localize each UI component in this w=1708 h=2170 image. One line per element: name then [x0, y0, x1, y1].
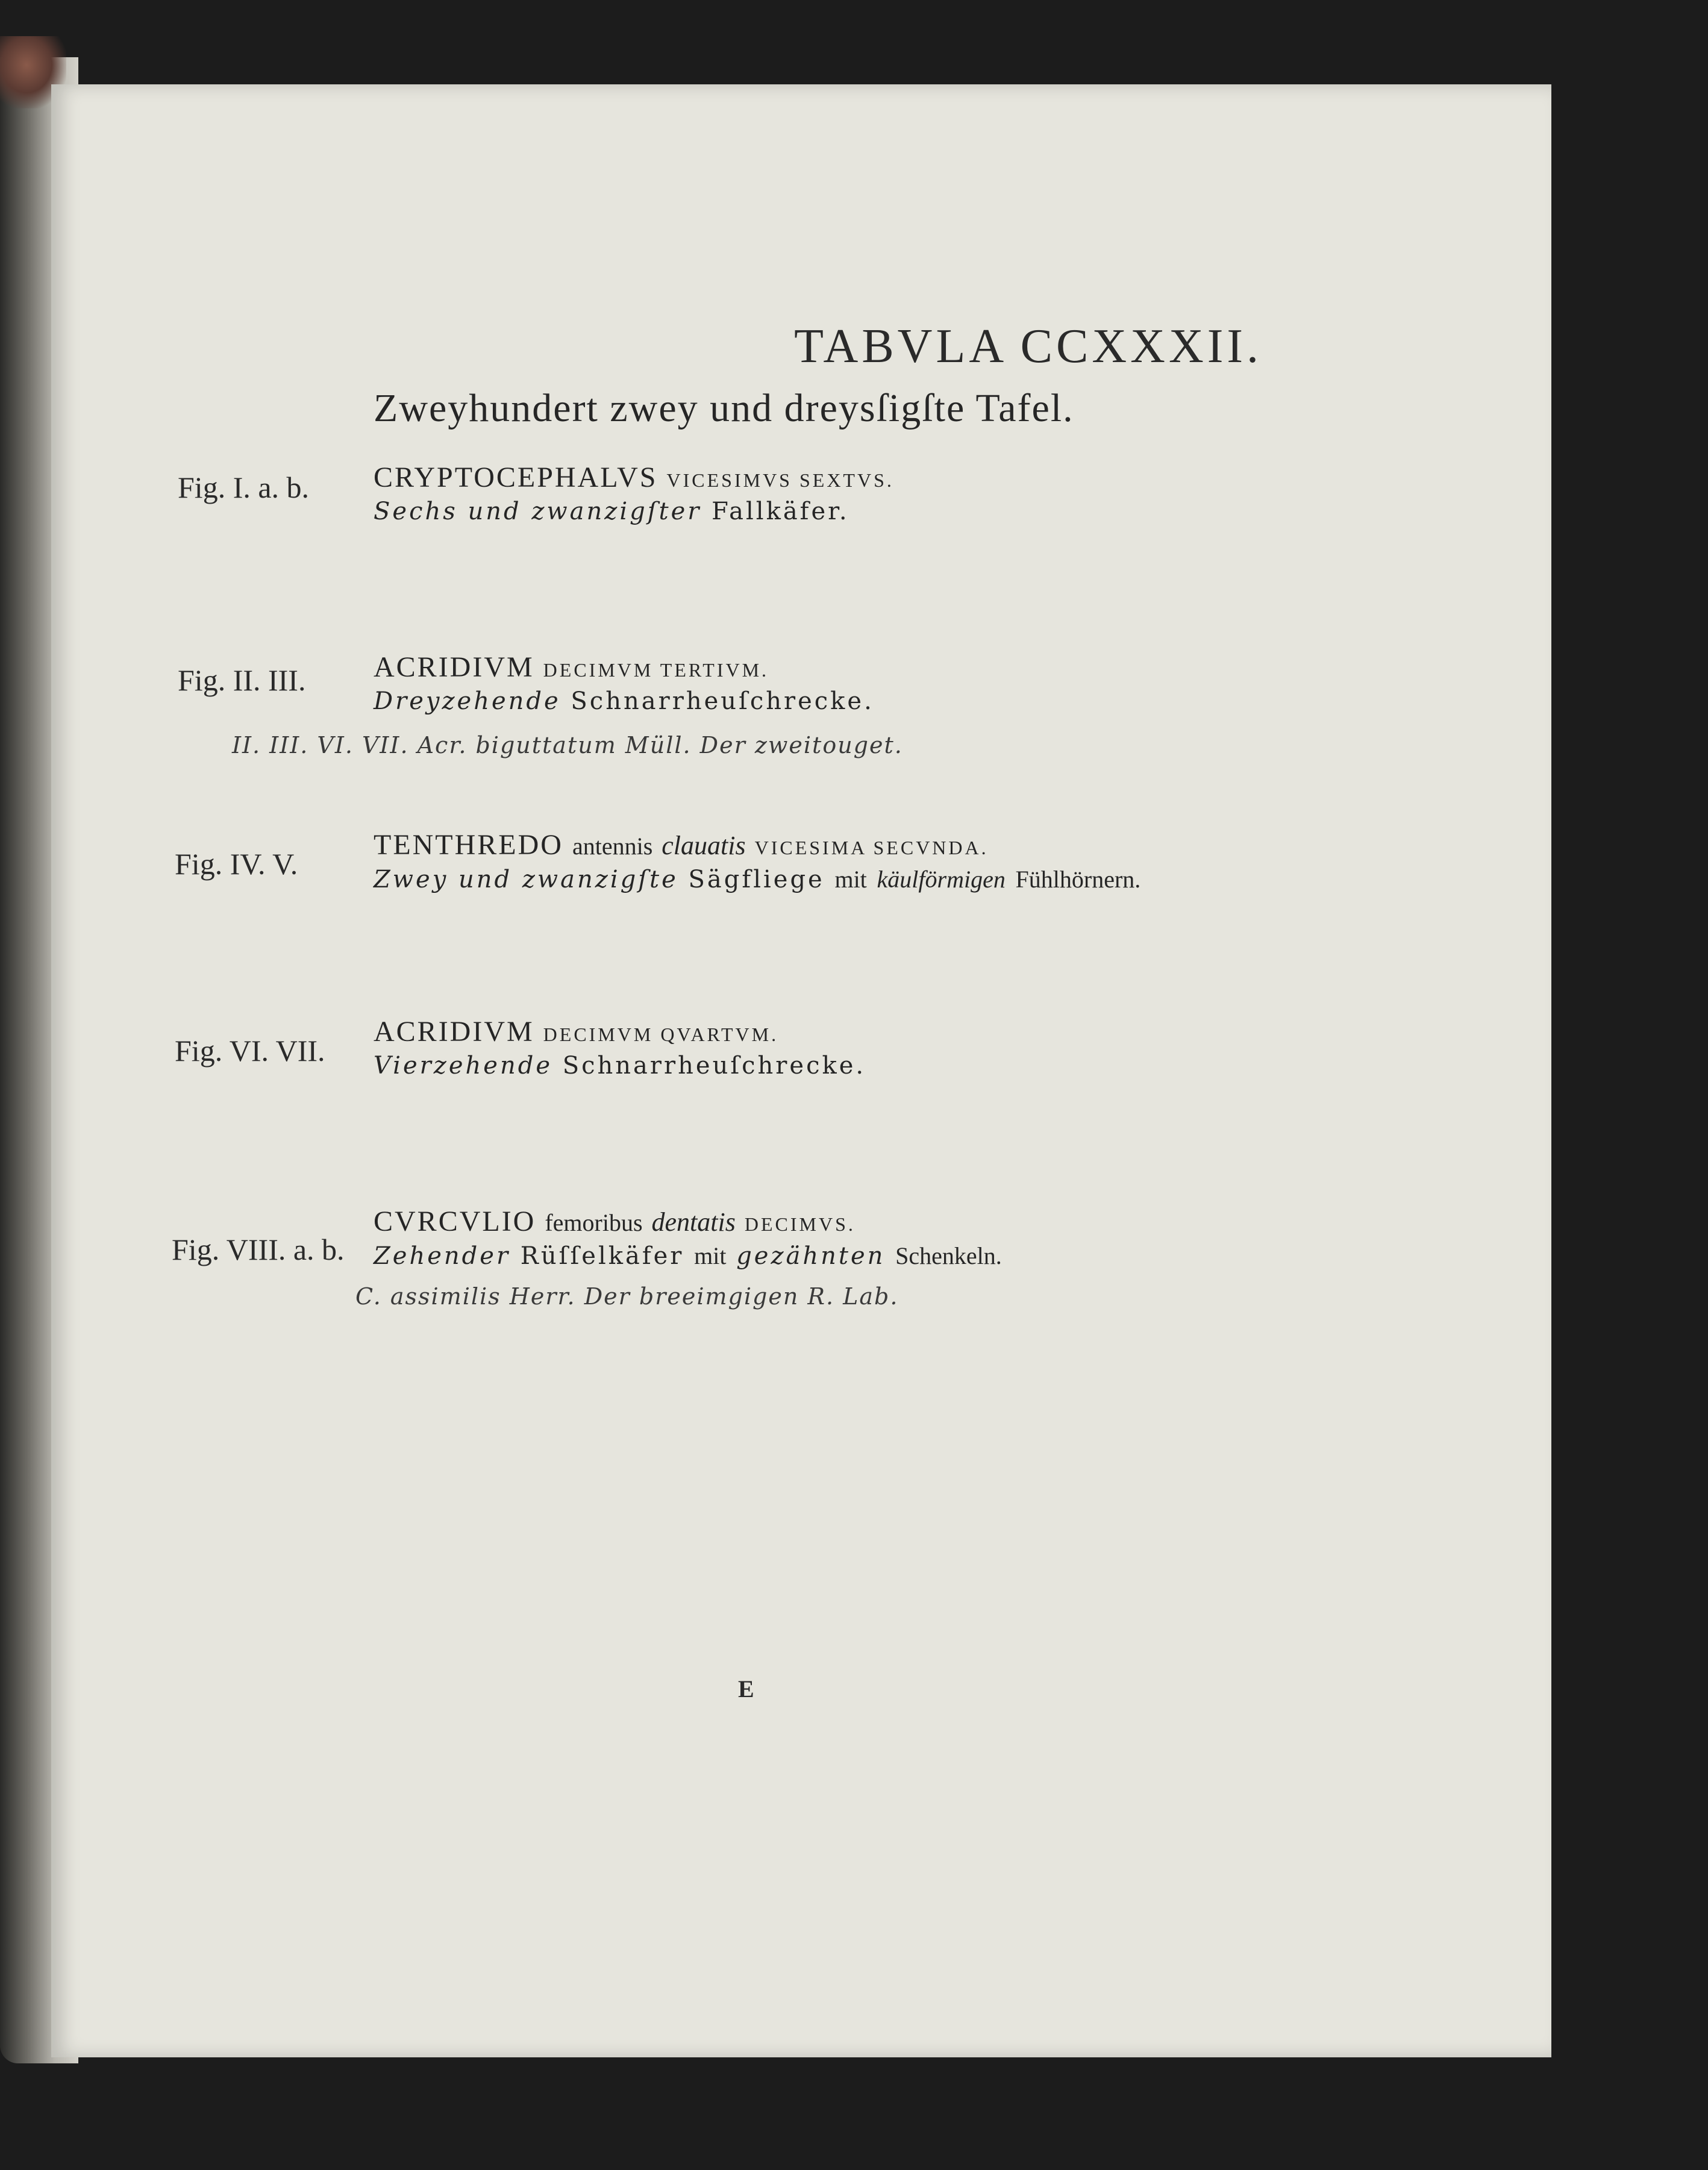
entry-5-latin — [374, 1205, 1002, 1238]
entry-3-latin-small: VICESIMA SECVNDA. — [754, 837, 989, 858]
entry-5-german-rest: Rüſſelkäfer — [520, 1242, 684, 1270]
handwritten-note-2: C. assimilis Herr. Der breeimgigen R. Lab. — [355, 1283, 899, 1310]
entry-5-latin-italic: dentatis — [651, 1207, 736, 1237]
entry-5-german-plain1: mit — [694, 1242, 727, 1269]
page-title: TABVLA CCXXXII. — [794, 320, 1262, 373]
entry-1 — [374, 461, 894, 525]
entry-4-latin-small: DECIMVM QVARTVM. — [543, 1024, 779, 1045]
fig-label-1: Fig. I. a. b. — [178, 471, 310, 504]
entry-5-german — [374, 1242, 1002, 1270]
entry-5-german-italic2: gezähnten — [736, 1242, 886, 1270]
entry-3-german-italic: Zwey und zwanzigſte — [374, 866, 678, 893]
entry-4-latin-main: ACRIDIVM — [374, 1016, 534, 1048]
page-subtitle: Zweyhundert zwey und dreysſigſte Tafel. — [374, 386, 1074, 430]
entry-1-latin — [374, 461, 894, 494]
entry-4 — [374, 1015, 866, 1080]
entry-4-german-italic: Vierzehende — [374, 1052, 552, 1080]
entry-3 — [374, 828, 1140, 893]
entry-3-german-italic2: käulförmigen — [877, 866, 1006, 893]
entry-2-german — [374, 687, 874, 715]
fig-label-4: Fig. VI. VII. — [175, 1034, 325, 1068]
fig-label-5: Fig. VIII. a. b. — [172, 1233, 345, 1266]
entry-1-german-italic: Sechs und zwanzigſter — [374, 498, 702, 525]
entry-3-german-plain1: mit — [834, 866, 867, 893]
entry-2-latin — [374, 651, 874, 684]
handwritten-note-1: II. III. VI. VII. Acr. biguttatum Müll. Der zweitouget. — [232, 732, 903, 758]
entry-3-german-rest: Sägfliege — [688, 866, 825, 893]
entry-1-german-rest: Fallkäfer. — [712, 498, 849, 525]
entry-2 — [374, 651, 874, 715]
entry-5-latin-main: CVRCVLIO — [374, 1205, 536, 1237]
entry-1-latin-main: CRYPTOCEPHALVS — [374, 461, 658, 493]
entry-3-german-plain2: Fühlhörnern. — [1015, 866, 1141, 893]
fig-label-2: Fig. II. III. — [178, 663, 306, 697]
signature-mark: E — [738, 1675, 754, 1703]
entry-4-latin — [374, 1015, 866, 1048]
entry-5 — [374, 1205, 1002, 1270]
entry-5-german-plain2: Schenkeln. — [895, 1242, 1002, 1269]
entry-3-latin-main: TENTHREDO — [374, 829, 563, 861]
entry-1-latin-small: VICESIMVS SEXTVS. — [666, 469, 894, 491]
entry-2-german-rest: Schnarrheuſchrecke. — [571, 687, 874, 715]
entry-3-latin — [374, 828, 1140, 861]
entry-4-german-rest: Schnarrheuſchrecke. — [562, 1052, 866, 1080]
entry-2-latin-small: DECIMVM TERTIVM. — [543, 659, 769, 681]
entry-1-german — [374, 498, 894, 525]
entry-4-german — [374, 1052, 866, 1080]
entry-3-latin-italic: clauatis — [662, 831, 746, 860]
entry-5-latin-plain: femoribus — [545, 1209, 643, 1236]
entry-5-latin-small: DECIMVS. — [744, 1213, 856, 1235]
entry-3-latin-plain: antennis — [572, 833, 653, 860]
fig-label-3: Fig. IV. V. — [175, 847, 298, 881]
entry-2-german-italic: Dreyzehende — [374, 687, 561, 715]
entry-3-german — [374, 865, 1140, 893]
entry-2-latin-main: ACRIDIVM — [374, 651, 534, 683]
entry-5-german-italic: Zehender — [374, 1242, 511, 1270]
book-page — [51, 84, 1551, 2057]
